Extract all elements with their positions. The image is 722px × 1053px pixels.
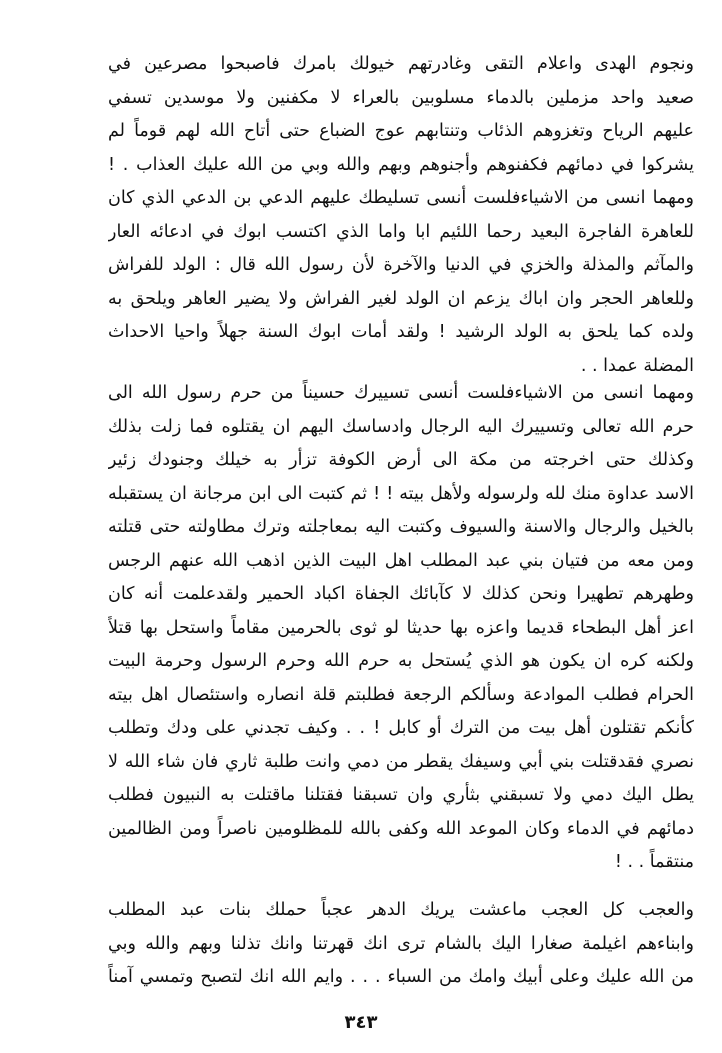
text-line: من الله عليك وعلى أبيك وامك من السباء . . . وايم الله انك لتصبح وتمسي آمناً	[108, 967, 694, 987]
text-line: ونجوم الهدى واعلام التقى وغادرتهم خيولك بامرك فاصبحوا مصرعين في	[108, 54, 694, 74]
text-line: دمائهم في الدماء وكان الموعد الله وكفى بالله للمظلومين ناصراً ومن الظالمين	[108, 818, 694, 839]
text-line: يطل اليك دمي ولا تسبقني بثأري وان تسبقنا فقتلنا ماقتلت به النبيون فطلب	[108, 785, 694, 805]
text-line: ومن معه من فتيان بني عبد المطلب اهل البيت الذين اذهب الله عنهم الرجس	[108, 550, 694, 571]
text-line: ولده كما يلحق به الولد الرشيد ! ولقد أمات ابوك السنة جهلاً واحيا الاحداث	[108, 322, 694, 342]
text-line: الاسد عداوة منك لله ولرسوله ولأهل بيته ! ! ثم كتبت الى ابن مرجانة ان يستقبله	[108, 483, 694, 504]
paragraph-2	[108, 377, 694, 880]
text-line: وللعاهر الحجر وان اباك يزعم ان الولد لغير الفراش ولا يضير العاهر ويلحق به	[108, 288, 694, 309]
text-line: والمآثم والمذلة والخزي في الدنيا والآخرة لأن رسول الله قال : الولد للفراش	[108, 255, 694, 275]
paragraph-3	[108, 894, 694, 995]
text-line: للعاهرة الفاجرة البعيد رحما اللئيم ابا واما الذي اكتسب ابوك في ادعائه العار	[108, 221, 694, 242]
text-line: الحرام فطلب الموادعة وسألكم الرجعة فطلبتم قلة انصاره واستئصال اهل بيته	[108, 684, 694, 705]
text-line: بالخيل والرجال والاسنة والسيوف وكتبت اليه بمعاجلته وترك مطاولته حتى قتلته	[108, 517, 694, 537]
text-line: المضلة عمدا . .	[580, 355, 694, 376]
text-line: عليهم الرياح وتغزوهم الذئاب وتنتابهم عوج الضباع حتى أتاح الله لهم قوماً لم	[108, 121, 694, 141]
text-line: ولكنه كره ان يكون هو الذي يُستحل به حرم الله وحرم الرسول وحرمة البيت	[108, 651, 694, 671]
text-line: والعجب كل العجب ماعشت يريك الدهر عجباً حملك بنات عبد المطلب	[108, 900, 694, 920]
text-line: وابناءهم اغيلمة صغارا اليك بالشام ترى انك قهرتنا وانك تذلنا وبهم والله وبي	[108, 933, 694, 954]
text-line: ومهما انسى من الاشياءفلست أنسى تسييرك حسيناً من حرم رسول الله الى	[108, 383, 694, 403]
paragraph-1	[108, 48, 694, 383]
text-line: كأنكم تقتلون أهل بيت من الترك أو كابل ! . . وكيف تجدني على ودك وتطلب	[108, 718, 694, 738]
text-line: صعيد واحد مزملين بالدماء مسلوبين بالعراء لا مكفنين ولا موسدين تسفي	[108, 87, 694, 108]
text-line: حرم الله تعالى وتسييرك اليه الرجال وادساسك اليهم ان يقتلوه فما زلت بذلك	[108, 416, 694, 437]
text-line: وطهرهم تطهيرا ونحن كذلك لا كآبائك الجفاة اكباد الحمير ولقدعلمت أنه كان	[108, 584, 694, 604]
text-line: منتقماً . . !	[614, 852, 694, 872]
page-number: ٣٤٣	[344, 1012, 378, 1033]
text-line: ومهما انسى من الاشياءفلست أنسى تسليطك عليهم الدعي بن الدعي الذي كان	[108, 188, 694, 208]
text-line: وكذلك حتى اخرجته من مكة الى أرض الكوفة تزأر به خيلك وجنودك زئير	[108, 450, 694, 470]
text-line: نصري فقدقتلت بني أبي وسيفك يقطر من دمي وانت طلبة ثاري فان شاء الله لا	[108, 751, 694, 772]
text-line: اعز أهل البطحاء قديما واعزه بها حديثا لو ثوى بالحرمين مقاماً واستحل بها قتلاً	[108, 617, 694, 638]
text-line: يشركوا في دمائهم فكفنوهم وأجنوهم وبهم والله وبي من الله عليك العذاب . !	[108, 154, 694, 175]
